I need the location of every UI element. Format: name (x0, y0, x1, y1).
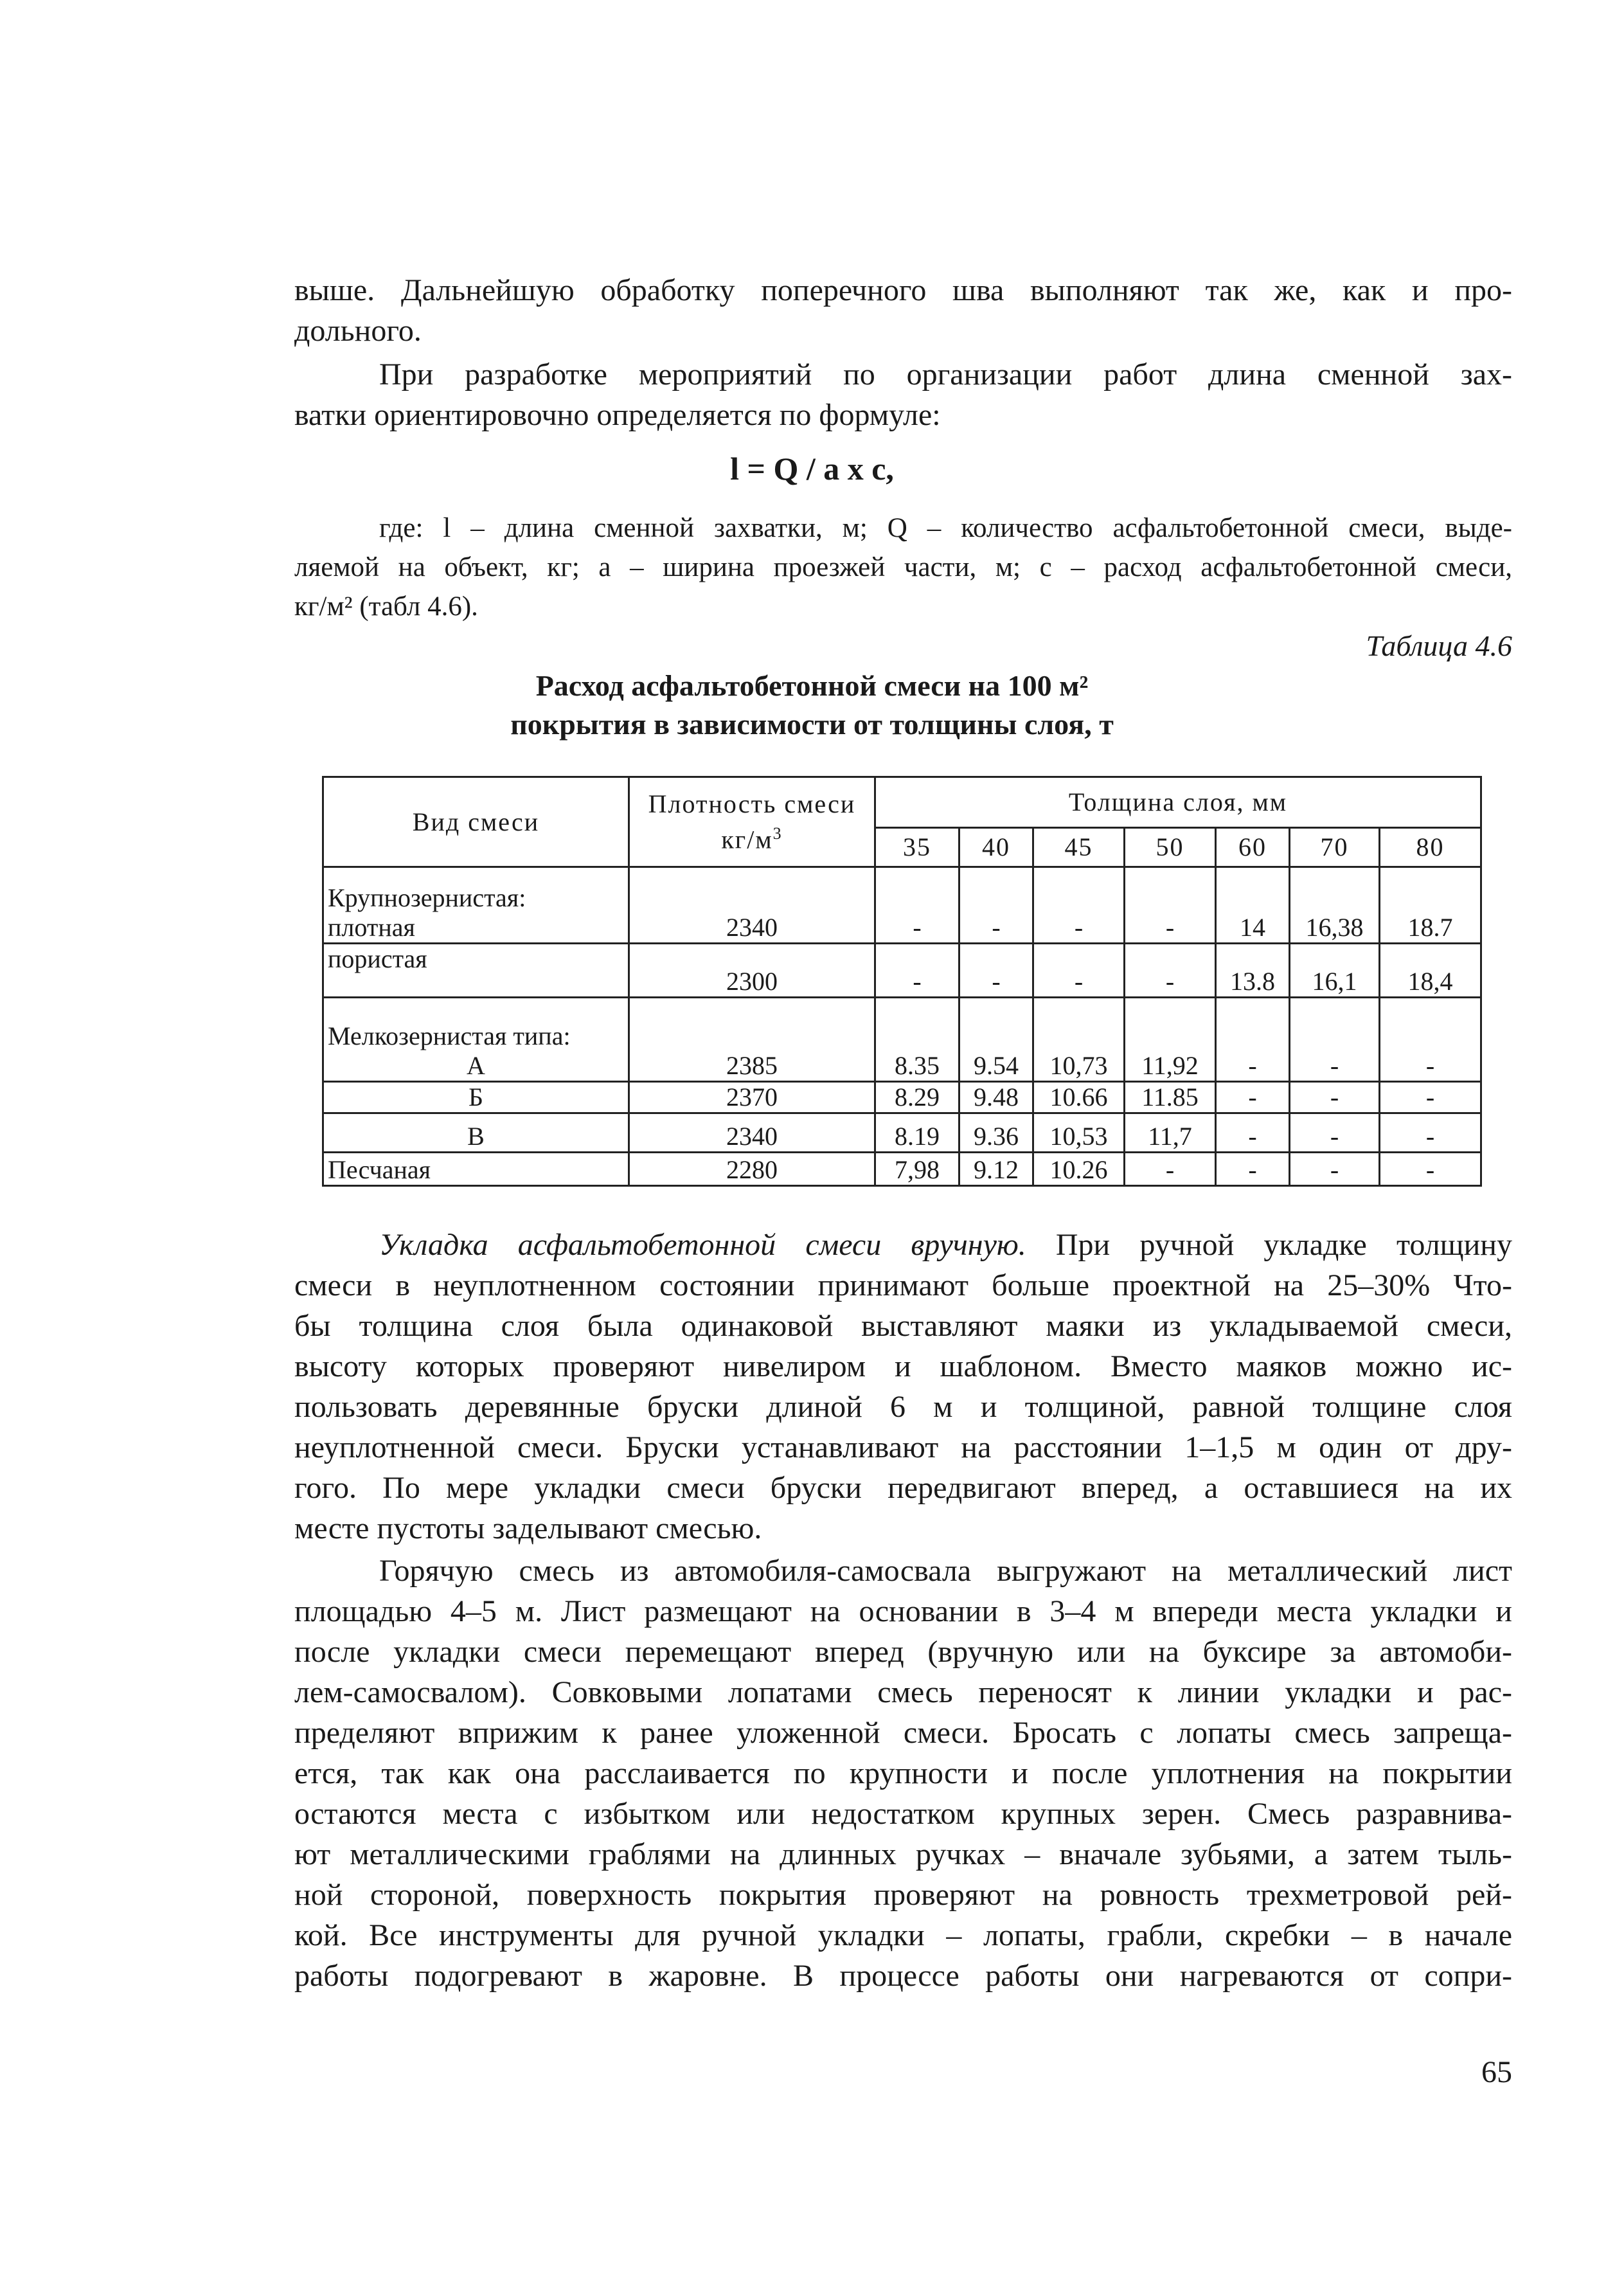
value-cell: 8.19 (875, 1113, 959, 1153)
value-cell: - (875, 944, 959, 998)
text-line: выше. Дальнейшую обработку поперечного шва выполняют так же, как и про- (294, 273, 1512, 307)
italic-heading: Укладка асфальтобетонной смеси вручную. (379, 1228, 1026, 1262)
value-cell: 8.35 (875, 998, 959, 1082)
thickness-header: 70 (1290, 828, 1380, 867)
text-line: Горячую смесь из автомобиля-самосвала выгружают на металлический лист (379, 1554, 1512, 1588)
paragraph-formula-intro (294, 354, 1512, 435)
formula-legend (294, 508, 1512, 626)
mix-label: В (467, 1122, 485, 1151)
value-cell: - (1216, 1082, 1290, 1113)
value-cell: - (1125, 1153, 1216, 1186)
table-row (323, 1113, 1481, 1153)
value-cell: 7,98 (875, 1153, 959, 1186)
text-line: высоту которых проверяют нивелиром и шаблоном. Вместо маяков можно ис- (294, 1349, 1512, 1383)
text-line: бы толщина слоя была одинаковой выставляют маяки из укладываемой смеси, (294, 1309, 1512, 1343)
text-line: лем-самосвалом). Совковыми лопатами смесь переносят к линии укладки и рас- (294, 1675, 1512, 1709)
value-cell: 10.26 (1033, 1153, 1125, 1186)
value-cell: - (959, 944, 1033, 998)
text-line: кой. Все инструменты для ручной укладки – лопаты, грабли, скребки – в начале (294, 1918, 1512, 1952)
thickness-header: 80 (1380, 828, 1481, 867)
value-cell: - (1380, 1113, 1481, 1153)
value-cell: 9.12 (959, 1153, 1033, 1186)
text-line: пределяют вприжим к ранее уложенной смеси. Бросать с лопаты смесь запреща- (294, 1716, 1512, 1750)
value-cell: - (1290, 998, 1380, 1082)
thickness-header: 35 (875, 828, 959, 867)
value-cell: 9.48 (959, 1082, 1033, 1113)
value-cell: - (1380, 1153, 1481, 1186)
value-cell: 9.36 (959, 1113, 1033, 1153)
value-cell: 10,53 (1033, 1113, 1125, 1153)
value-cell: - (1290, 1113, 1380, 1153)
text-line: после укладки смеси перемещают вперед (вручную или на буксире за автомоби- (294, 1635, 1512, 1669)
text-line: площадью 4–5 м. Лист размещают на основании в 3–4 м впереди места укладки и (294, 1594, 1512, 1628)
text-line: ется, так как она расслаивается по крупности и после уплотнения на покрытии (294, 1756, 1512, 1790)
paragraph-hot-mix (294, 1551, 1512, 1996)
value-cell: - (1033, 867, 1125, 944)
mix-label: А (467, 1051, 485, 1080)
text-line: работы подогревают в жаровне. В процессе работы они нагреваются от сопри- (294, 1959, 1512, 1993)
value-cell: 11,7 (1125, 1113, 1216, 1153)
table-title: Расход асфальтобетонной смеси на 100 м² (535, 669, 1089, 702)
text-line: ватки ориентировочно определяется по формуле: (294, 398, 941, 432)
density-cell: 2300 (629, 944, 875, 998)
table-row (323, 1082, 1481, 1113)
header-thickness: Толщина слоя, мм (875, 777, 1481, 828)
mix-label: плотная (328, 913, 415, 942)
text-line: остаются места с избытком или недостатком крупных зерен. Смесь разравнива- (294, 1797, 1512, 1831)
value-cell: - (1380, 1082, 1481, 1113)
value-cell: - (1290, 1153, 1380, 1186)
table-row (323, 1153, 1481, 1186)
text-line: кг/м² (табл 4.6). (294, 591, 478, 622)
table-row (323, 998, 1481, 1082)
mix-label: Песчаная (328, 1155, 431, 1184)
density-cell: 2385 (629, 998, 875, 1082)
text-line: Укладка асфальтобетонной смеси вручную. При ручной укладке толщину (379, 1228, 1512, 1262)
text-line: неуплотненной смеси. Бруски устанавливают на расстоянии 1–1,5 м один от дру- (294, 1430, 1512, 1464)
thickness-header: 45 (1033, 828, 1125, 867)
density-cell: 2370 (629, 1082, 875, 1113)
table-row (323, 867, 1481, 944)
table-row (323, 944, 1481, 998)
value-cell: - (1290, 1082, 1380, 1113)
mix-type-cell (323, 998, 629, 1082)
value-cell: 11.85 (1125, 1082, 1216, 1113)
header-mix-type: Вид смеси (323, 777, 629, 867)
value-cell: 18.7 (1380, 867, 1481, 944)
value-cell: - (1216, 998, 1290, 1082)
paragraph-continuation (294, 270, 1512, 351)
density-cell: 2280 (629, 1153, 875, 1186)
value-cell: 10,73 (1033, 998, 1125, 1082)
table-caption: Таблица 4.6 (1366, 629, 1512, 662)
value-cell: 10.66 (1033, 1082, 1125, 1113)
mix-type-cell (323, 867, 629, 944)
mix-type-cell (323, 944, 629, 998)
text-line: дольного. (294, 314, 422, 348)
mix-label: Б (468, 1083, 483, 1111)
value-cell: 16,38 (1290, 867, 1380, 944)
value-cell: - (1216, 1153, 1290, 1186)
mix-group-label: Мелкозернистая типа: (328, 1021, 571, 1050)
value-cell: - (1033, 944, 1125, 998)
value-cell: 9.54 (959, 998, 1033, 1082)
text-line: смеси в неуплотненном состоянии принимают больше проектной на 25–30% Что- (294, 1268, 1512, 1302)
mix-group-label: Крупнозернистая: (328, 883, 526, 912)
page-number: 65 (1481, 2055, 1512, 2089)
density-cell: 2340 (629, 867, 875, 944)
thickness-header: 50 (1125, 828, 1216, 867)
value-cell: - (1125, 867, 1216, 944)
value-cell: - (1216, 1113, 1290, 1153)
value-cell: - (959, 867, 1033, 944)
text-line: где: l – длина сменной захватки, м; Q – количество асфальтобетонной смеси, выде- (379, 513, 1512, 543)
text-line: При разработке мероприятий по организации работ длина сменной зах- (379, 357, 1512, 391)
text-line: ной стороной, поверхность покрытия проверяют на ровность трехметровой рей- (294, 1878, 1512, 1912)
text-line: ют металлическими граблями на длинных ручках – вначале зубьями, а затем тыль- (294, 1837, 1512, 1871)
paragraph-manual-laying (294, 1225, 1512, 1549)
text-line: ляемой на объект, кг; а – ширина проезжей части, м; с – расход асфальтобетонной смеси, (294, 552, 1512, 582)
value-cell: 11,92 (1125, 998, 1216, 1082)
formula: l = Q / a x c, (730, 451, 894, 487)
table-subtitle: покрытия в зависимости от толщины слоя, т (510, 708, 1114, 741)
density-cell: 2340 (629, 1113, 875, 1153)
value-cell: - (1125, 944, 1216, 998)
consumption-table (322, 776, 1482, 1187)
mix-label: пористая (328, 944, 427, 973)
mix-type-cell (323, 1082, 629, 1113)
value-cell: 13.8 (1216, 944, 1290, 998)
thickness-header: 60 (1216, 828, 1290, 867)
mix-type-cell (323, 1113, 629, 1153)
header-density: Плотность смеси $кг/м^3$ (629, 777, 875, 867)
text-line: месте пустоты заделывают смесью. (294, 1511, 762, 1545)
text-line: гого. По мере укладки смеси бруски передвигают вперед, а оставшиеся на их (294, 1471, 1512, 1505)
value-cell: - (1380, 998, 1481, 1082)
value-cell: 16,1 (1290, 944, 1380, 998)
value-cell: 8.29 (875, 1082, 959, 1113)
value-cell: 14 (1216, 867, 1290, 944)
mix-type-cell (323, 1153, 629, 1186)
thickness-header: 40 (959, 828, 1033, 867)
value-cell: 18,4 (1380, 944, 1481, 998)
text-line: пользовать деревянные бруски длиной 6 м и толщиной, равной толщине слоя (294, 1390, 1512, 1424)
value-cell: - (875, 867, 959, 944)
